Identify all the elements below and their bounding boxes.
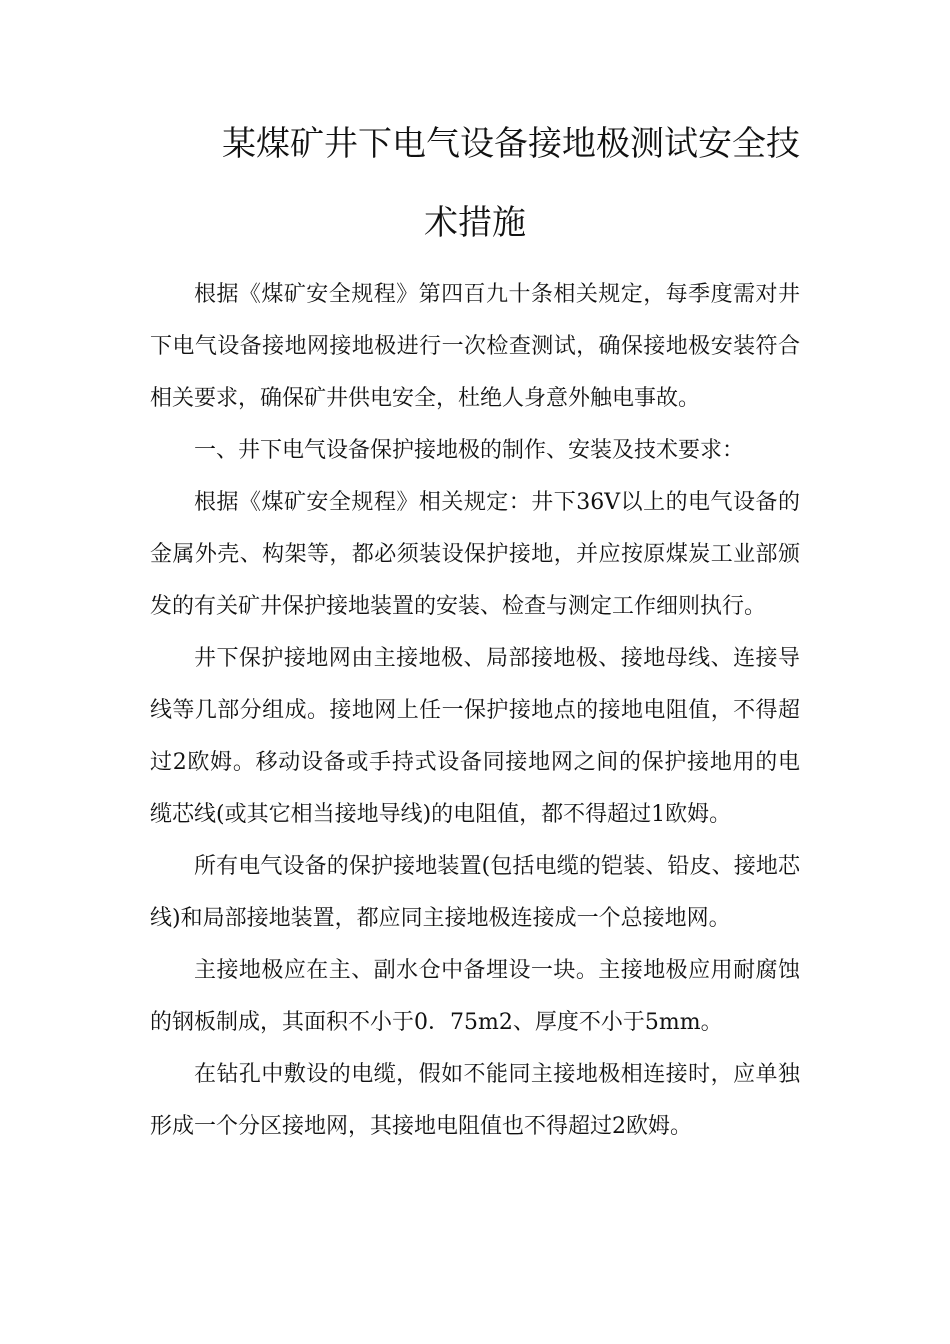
paragraph-grounding-network: 井下保护接地网由主接地极、局部接地极、接地母线、连接导线等几部分组成。接地网上任一保护接地点的接地电阻值，不得超过2欧姆。移动设备或手持式设备同接地网之间的保护接地用的电缆芯线(或其它相当接地导线)的电阻值，都不得超过1欧姆。 [150,646,800,827]
document-body [150,269,800,1153]
document-title-line-2: 术措施 [424,203,526,243]
document-title-line-1: 某煤矿井下电气设备接地极测试安全技 [222,124,800,164]
paragraph-main-electrode: 主接地极应在主、副水仓中备埋设一块。主接地极应用耐腐蚀的钢板制成，其面积不小于0．75m2、厚度不小于5mm。 [150,958,800,1035]
paragraph-intro: 根据《煤矿安全规程》第四百九十条相关规定，每季度需对井下电气设备接地网接地极进行一次检查测试，确保接地极安装符合相关要求，确保矿井供电安全，杜绝人身意外触电事故。 [150,282,800,411]
section-heading-1: 一、井下电气设备保护接地极的制作、安装及技术要求： [194,438,745,463]
paragraph-grounding-devices: 所有电气设备的保护接地装置(包括电缆的铠装、铅皮、接地芯线)和局部接地装置，都应同主接地极连接成一个总接地网。 [150,854,800,931]
paragraph-regulation: 根据《煤矿安全规程》相关规定：井下36V以上的电气设备的金属外壳、构架等，都必须装设保护接地，并应按原煤炭工业部颁发的有关矿井保护接地装置的安装、检查与测定工作细则执行。 [150,490,800,619]
paragraph-borehole-cable: 在钻孔中敷设的电缆，假如不能同主接地极相连接时，应单独形成一个分区接地网，其接地电阻值也不得超过2欧姆。 [150,1062,800,1139]
